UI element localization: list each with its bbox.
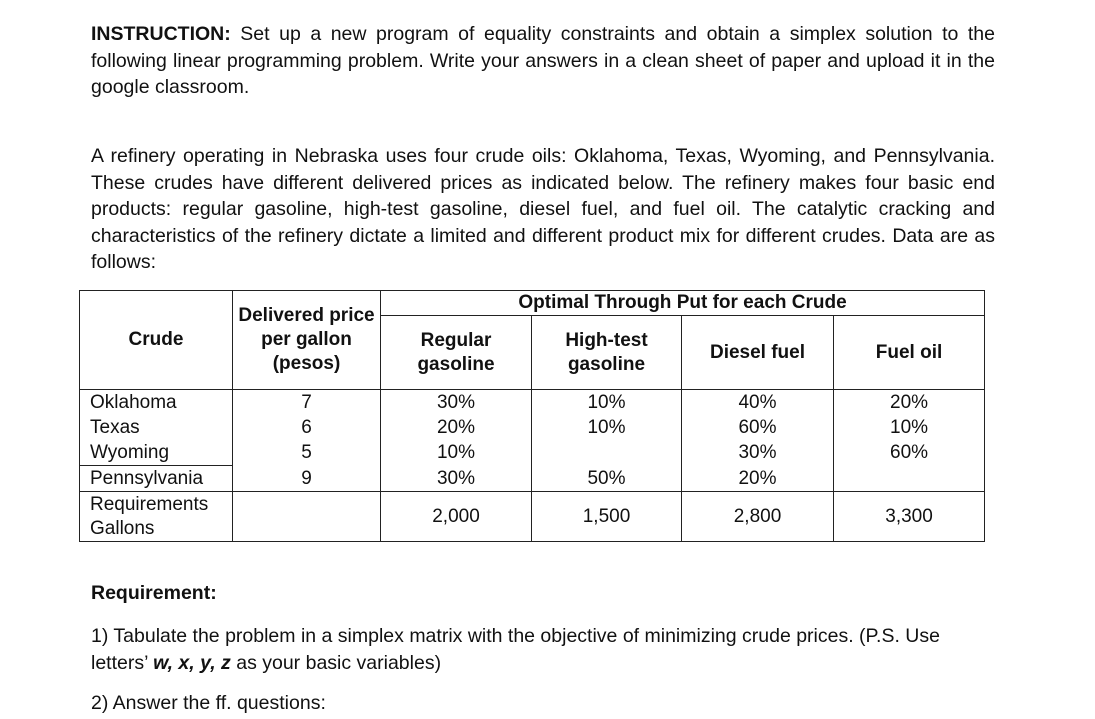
fueloil-cell: 60% (834, 440, 985, 466)
regular-cell: 30% (381, 466, 532, 492)
instruction-text: Set up a new program of equality constraints and obtain a simplex solution to the following linear programming problem. Write your answers in a clean sheet of paper and upload it in the google classroom. (91, 23, 995, 98)
header-high-test-gasoline: High-test gasoline (532, 316, 682, 390)
price-cell: 6 (233, 415, 381, 440)
requirements-fueloil: 3,300 (834, 492, 985, 542)
instruction-paragraph (91, 21, 995, 101)
hightest-cell: 10% (532, 415, 682, 440)
crude-oil-table (79, 290, 985, 542)
requirements-hightest: 1,500 (532, 492, 682, 542)
fueloil-cell: 10% (834, 415, 985, 440)
header-diesel-fuel: Diesel fuel (682, 316, 834, 390)
fueloil-cell: 20% (834, 390, 985, 416)
diesel-cell: 20% (682, 466, 834, 492)
requirement-item-1 (91, 623, 995, 677)
hightest-cell (532, 440, 682, 466)
problem-paragraph: A refinery operating in Nebraska uses four crude oils: Oklahoma, Texas, Wyoming, and Pennsylvania. These crudes have different delivered prices as indicated below. The refinery makes four basic end products: regular gasoline, high-test gasoline, diesel fuel, and fuel oil. The catalytic cracking and characteristics of the refinery dictate a limited and different product mix for different crudes. Data are as follows: (91, 145, 995, 273)
crude-name: Texas (80, 415, 233, 440)
requirements-label: Requirements Gallons (80, 492, 233, 542)
table-row (80, 390, 985, 416)
diesel-cell: 40% (682, 390, 834, 416)
header-throughput-group: Optimal Through Put for each Crude (381, 291, 985, 316)
requirements-diesel: 2,800 (682, 492, 834, 542)
table-row (80, 466, 985, 492)
header-price: Delivered price per gallon (pesos) (233, 291, 381, 390)
diesel-cell: 30% (682, 440, 834, 466)
table-row (80, 440, 985, 466)
requirement-item-1-variables: w, x, y, z (153, 652, 231, 674)
regular-cell: 30% (381, 390, 532, 416)
price-cell: 7 (233, 390, 381, 416)
crude-name: Pennsylvania (80, 466, 233, 492)
crude-name: Oklahoma (80, 390, 233, 416)
regular-cell: 20% (381, 415, 532, 440)
requirements-regular: 2,000 (381, 492, 532, 542)
requirements-row (80, 492, 985, 542)
hightest-cell: 50% (532, 466, 682, 492)
header-regular-gasoline: Regular gasoline (381, 316, 532, 390)
requirement-item-1-prefix: 1) Tabulate the problem in a simplex matrix with the objective of minimizing crude prices. (P.S. Use letters’ (91, 625, 940, 674)
requirement-item-1-suffix: as your basic variables) (230, 652, 442, 674)
header-fuel-oil: Fuel oil (834, 316, 985, 390)
instruction-label: INSTRUCTION: (91, 23, 231, 45)
hightest-cell: 10% (532, 390, 682, 416)
regular-cell: 10% (381, 440, 532, 466)
price-cell: 9 (233, 466, 381, 492)
fueloil-cell (834, 466, 985, 492)
requirement-item-2: 2) Answer the ff. questions: (91, 692, 326, 714)
diesel-cell: 60% (682, 415, 834, 440)
table-row (80, 415, 985, 440)
requirement-heading: Requirement: (91, 582, 217, 604)
header-crude: Crude (80, 291, 233, 390)
requirements-price (233, 492, 381, 542)
price-cell: 5 (233, 440, 381, 466)
crude-name: Wyoming (80, 440, 233, 466)
